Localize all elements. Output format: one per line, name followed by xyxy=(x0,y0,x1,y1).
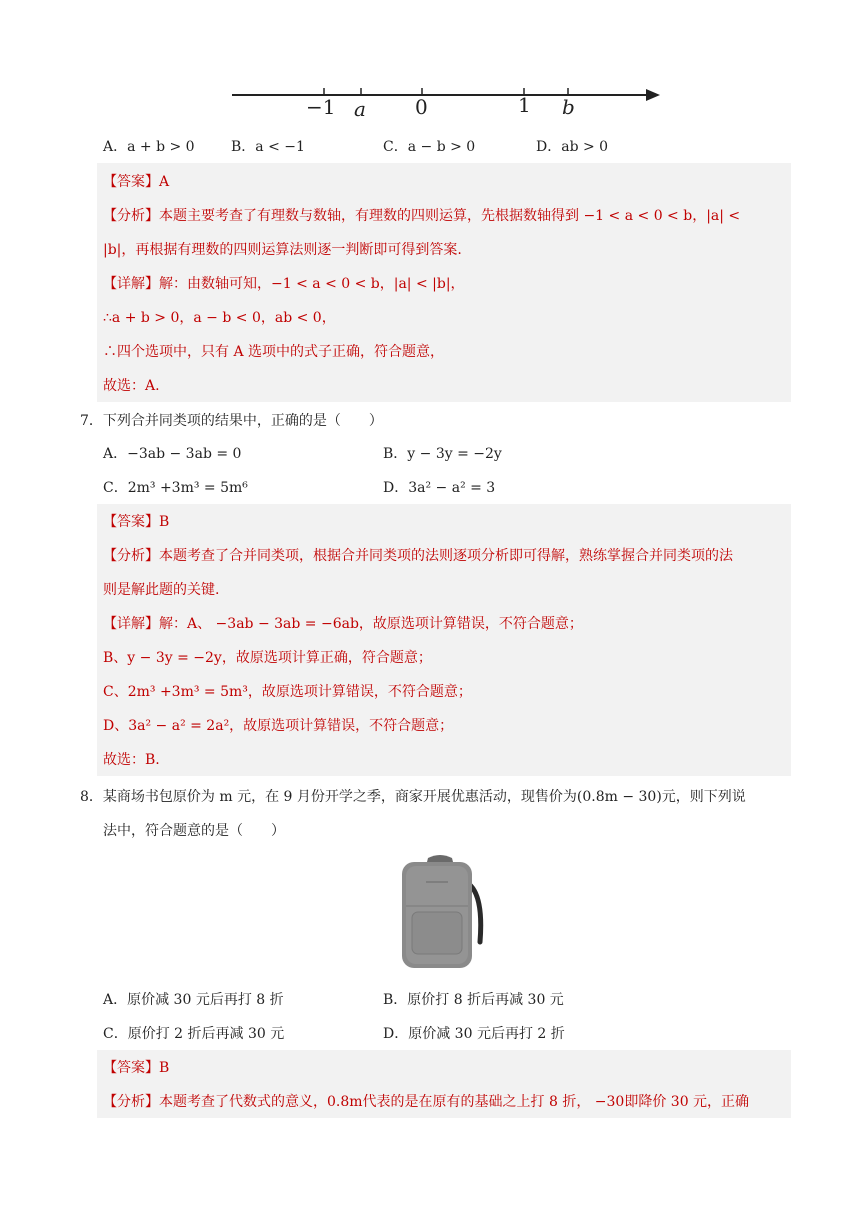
q6-detail-line2: ∴a + b > 0，a − b < 0，ab < 0， xyxy=(103,310,336,326)
numberline-label-1: 1 xyxy=(518,93,531,117)
q8-option-c: C．原价打 2 折后再减 30 元 xyxy=(103,1026,285,1042)
numberline-label-0: 0 xyxy=(415,95,428,119)
q7-analysis-line1: 【分析】本题考查了合并同类项，根据合并同类项的法则逐项分析即可得解，熟练掌握合并同类项的法 xyxy=(103,548,733,564)
q6-option-d: D．ab > 0 xyxy=(536,139,609,155)
q8-stem-line1: 8．某商场书包原价为 m 元，在 9 月份开学之季，商家开展优惠活动，现售价为(0.8m − 30)元，则下列说 xyxy=(80,789,746,805)
q6-detail-line4: 故选：A. xyxy=(103,378,160,394)
q6-option-c: C．a − b > 0 xyxy=(383,139,476,155)
q6-detail-line3: ∴四个选项中，只有 A 选项中的式子正确，符合题意， xyxy=(103,344,445,360)
q8-stem-line2: 法中，符合题意的是（ ） xyxy=(103,823,285,839)
q8-analysis-line1: 【分析】本题考查了代数式的意义，0.8m代表的是在原有的基础之上打 8 折， −30即降价 30 元，正确 xyxy=(103,1094,750,1110)
numberline-label-a: a xyxy=(354,97,366,121)
q7-answer: 【答案】B xyxy=(103,514,170,530)
numberline-label-b: b xyxy=(562,95,575,119)
q6-analysis-line1: 【分析】本题主要考查了有理数与数轴，有理数的四则运算，先根据数轴得到 −1 < a < 0 < b，|a| < xyxy=(103,208,741,224)
numberline-label-minus1: −1 xyxy=(306,95,336,119)
q7-detail-line2: B、y − 3y = −2y，故原选项计算正确，符合题意； xyxy=(103,650,432,666)
q6-answer: 【答案】A xyxy=(103,174,170,190)
q7-option-a: A．−3ab − 3ab = 0 xyxy=(103,446,242,462)
number-line xyxy=(228,78,668,128)
q7-analysis-line2: 则是解此题的关键. xyxy=(103,582,220,598)
q6-option-a: A．a + b > 0 xyxy=(103,139,195,155)
q7-detail-line1: 【详解】解：A、 −3ab − 3ab = −6ab，故原选项计算错误，不符合题意； xyxy=(103,616,583,632)
q7-option-d: D．3a² − a² = 3 xyxy=(383,480,496,496)
q8-answer: 【答案】B xyxy=(103,1060,170,1076)
q8-option-b: B．原价打 8 折后再减 30 元 xyxy=(383,992,564,1008)
q6-detail-line1: 【详解】解：由数轴可知，−1 < a < 0 < b，|a| < |b|， xyxy=(103,276,465,292)
q7-detail-line5: 故选：B. xyxy=(103,752,160,768)
q6-option-b: B．a < −1 xyxy=(231,139,305,155)
q8-option-a: A．原价减 30 元后再打 8 折 xyxy=(103,992,284,1008)
q7-option-b: B．y − 3y = −2y xyxy=(383,446,502,462)
q6-analysis-line2: |b|，再根据有理数的四则运算法则逐一判断即可得到答案. xyxy=(103,242,462,258)
q7-option-c: C．2m³ +3m³ = 5m⁶ xyxy=(103,480,248,496)
q7-detail-line4: D、3a² − a² = 2a²，故原选项计算错误，不符合题意； xyxy=(103,718,454,734)
q7-stem: 7．下列合并同类项的结果中，正确的是（ ） xyxy=(80,413,383,429)
backpack-image xyxy=(396,852,486,972)
q8-option-d: D．原价减 30 元后再打 2 折 xyxy=(383,1026,565,1042)
q7-detail-line3: C、2m³ +3m³ = 5m³，故原选项计算错误，不符合题意； xyxy=(103,684,472,700)
